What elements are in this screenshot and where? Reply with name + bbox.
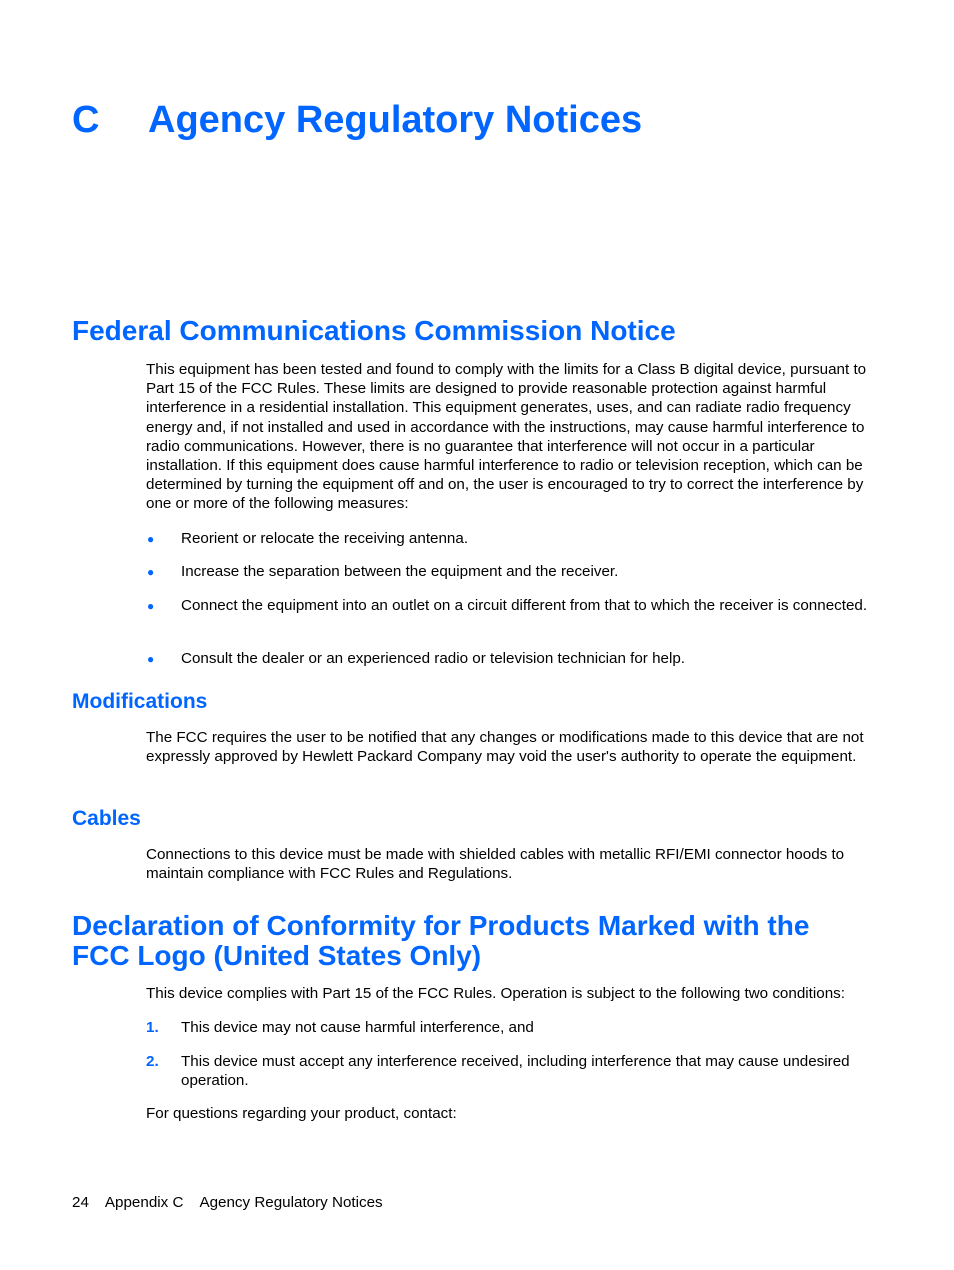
list-number: 1. — [146, 1019, 159, 1036]
fcc-intro-paragraph: This equipment has been tested and found to comply with the limits for a Class B digital device, pursuant to Part 15 of the FCC Rules. These limits are designed to provide reasonable protection against harmful interference in a residential installation. This equipment generates, uses, and can radiate radio frequency energy and, if not installed and used in accordance with the instructions, may cause harmful interference to radio communications. However, there is no guarantee that interference will not occur in a particular installation. If this equipment does cause harmful interference to radio or television reception, which can be determined by turning the equipment off and on, the user is encouraged to try to correct the interference by one or more of the following measures: — [146, 361, 867, 513]
footer-appendix: Appendix C — [104, 1194, 184, 1211]
subsection-title-modifications: Modifications — [72, 690, 208, 713]
page-footer — [72, 1193, 399, 1212]
declaration-title-line-1: Declaration of Conformity for Products Marked with the — [72, 910, 810, 941]
chapter-title: Agency Regulatory Notices — [148, 99, 643, 141]
chapter-letter: C — [72, 99, 100, 141]
declaration-title-line-2: FCC Logo (United States Only) — [72, 940, 482, 971]
chapter-heading — [72, 96, 642, 144]
list-number: 2. — [146, 1053, 159, 1070]
bullet-icon: ● — [147, 652, 155, 666]
list-item-text: This device may not cause harmful interference, and — [181, 1019, 534, 1036]
list-item-text: Connect the equipment into an outlet on a circuit different from that to which the receiver is connected. — [181, 597, 868, 614]
declaration-intro-paragraph: This device complies with Part 15 of the FCC Rules. Operation is subject to the following two conditions: — [146, 985, 845, 1002]
page-number: 24 — [72, 1194, 89, 1211]
list-item-text: Reorient or relocate the receiving antenna. — [181, 530, 469, 547]
list-item-text: Increase the separation between the equipment and the receiver. — [181, 563, 619, 580]
footer-title: Agency Regulatory Notices — [199, 1194, 383, 1211]
contact-paragraph: For questions regarding your product, contact: — [146, 1105, 457, 1122]
list-item-text: This device must accept any interference received, including interference that may cause undesired operation. — [181, 1053, 850, 1090]
modifications-paragraph: The FCC requires the user to be notified that any changes or modifications made to this device that are not expressly approved by Hewlett Packard Company may void the user's authority to operate the equipment. — [146, 729, 864, 766]
bullet-icon: ● — [147, 532, 155, 546]
cables-paragraph: Connections to this device must be made with shielded cables with metallic RFI/EMI connector hoods to maintain compliance with FCC Rules and Regulations. — [146, 846, 845, 883]
bullet-icon: ● — [147, 599, 155, 613]
subsection-title-cables: Cables — [72, 807, 141, 830]
bullet-icon: ● — [147, 565, 155, 579]
list-item-text: Consult the dealer or an experienced radio or television technician for help. — [181, 650, 686, 667]
section-title-declaration — [72, 911, 809, 971]
section-title-fcc-notice: Federal Communications Commission Notice — [72, 315, 676, 346]
